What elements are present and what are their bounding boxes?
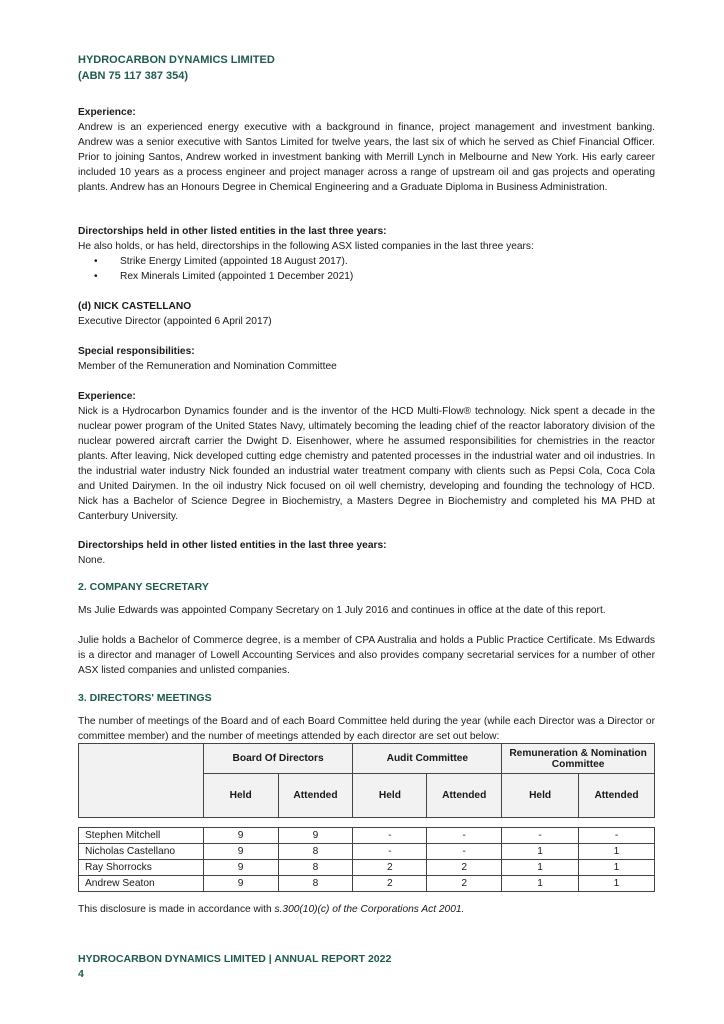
footer-title: HYDROCARBON DYNAMICS LIMITED | ANNUAL REPORT 2022 — [78, 953, 392, 965]
director-name: Ray Shorrocks — [79, 860, 204, 876]
meetings-intro: The number of meetings of the Board and of each Board Committee held during the year (while each Director was a Director or committee member) and the number of meetings attended by each director are set out below: — [78, 716, 655, 742]
table-cell: 2 — [427, 860, 502, 876]
group-audit: Audit Committee — [353, 744, 502, 774]
andrew-directorships-label: Directorships held in other listed entities in the last three years: — [78, 226, 387, 237]
group-board: Board Of Directors — [203, 744, 353, 774]
table-cell: - — [427, 844, 502, 860]
table-cell: - — [502, 828, 579, 844]
nick-directorships-label: Directorships held in other listed entities in the last three years: — [78, 540, 387, 551]
table-spacer — [79, 818, 655, 828]
table-cell: 1 — [502, 876, 579, 892]
table-cell: 2 — [427, 876, 502, 892]
meetings-table — [78, 743, 655, 892]
table-cell: 2 — [353, 860, 427, 876]
table-cell: 8 — [278, 876, 353, 892]
list-item: • Strike Energy Limited (appointed 18 August 2017). — [78, 254, 655, 269]
table-corner-cell — [79, 744, 204, 818]
page-number: 4 — [78, 968, 84, 980]
table-cell: 1 — [579, 860, 655, 876]
subheader-attended: Attended — [579, 774, 655, 818]
subheader-held: Held — [353, 774, 427, 818]
director-name: Stephen Mitchell — [79, 828, 204, 844]
nick-heading: (d) NICK CASTELLANO — [78, 301, 192, 312]
list-item: • Rex Minerals Limited (appointed 1 December 2021) — [78, 269, 655, 284]
disclosure-citation: s.300(10)(c) of the Corporations Act 2001. — [274, 904, 465, 915]
director-name: Nicholas Castellano — [79, 844, 204, 860]
andrew-directorships-section — [78, 224, 655, 284]
nick-role: Executive Director (appointed 6 April 2017) — [78, 316, 272, 327]
andrew-experience-label: Experience: — [78, 107, 136, 118]
nick-experience-section — [78, 389, 655, 524]
company-secretary-section — [78, 580, 655, 678]
table-cell: 1 — [579, 876, 655, 892]
table-cell: 1 — [502, 860, 579, 876]
nick-directorships-text: None. — [78, 555, 106, 566]
table-cell: 9 — [278, 828, 353, 844]
nick-experience-label: Experience: — [78, 391, 136, 402]
meetings-heading: 3. DIRECTORS' MEETINGS — [78, 692, 212, 704]
company-abn: (ABN 75 117 387 354) — [78, 70, 189, 82]
nick-experience-text: Nick is a Hydrocarbon Dynamics founder and is the inventor of the HCD Multi-Flow® technology. Nick spent a decade in the nuclear power program of the United States Navy, ultimately becoming the leading chief of the reactor laboratory division of the nuclear powered aircraft carrier the Dwight D. Eisenhower, where he assumed responsibilities for chemistries in the reactor plants. After leaving, Nick developed cutting edge chemistry and patented processes in the industrial water and oil industries. In the industrial water industry Nick founded an industrial water treatment company with clients such as Pepsi Cola, Coca Cola and United Dairymen. In the oil industry Nick focused on oil well chemistry, developing and founding the technology of HCD. Nick has a Bachelor of Science Degree in Biochemistry, a Masters Degree in Biochemistry and completed his MA PHD at Canterbury University. — [78, 406, 655, 522]
director-name: Andrew Seaton — [79, 876, 204, 892]
table-row — [79, 860, 655, 876]
table-cell: 1 — [502, 844, 579, 860]
subheader-attended: Attended — [427, 774, 502, 818]
table-row — [79, 828, 655, 844]
nick-directorships-section — [78, 538, 655, 568]
table-cell: 9 — [203, 828, 278, 844]
subheader-held: Held — [502, 774, 579, 818]
table-group-header-row — [79, 744, 655, 774]
company-name: HYDROCARBON DYNAMICS LIMITED — [78, 54, 275, 66]
secretary-para-1: Ms Julie Edwards was appointed Company Secretary on 1 July 2016 and continues in office at the date of this report. — [78, 605, 606, 616]
secretary-para-2: Julie holds a Bachelor of Commerce degree, is a member of CPA Australia and holds a Public Practice Certificate. Ms Edwards is a director and manager of Lowell Accounting Services and also provides company secretarial services for a number of other ASX listed companies and unlisted companies. — [78, 635, 655, 676]
disclosure — [78, 902, 655, 917]
andrew-experience-section — [78, 105, 655, 195]
nick-special-section — [78, 344, 655, 374]
andrew-directorships-intro: He also holds, or has held, directorships in the following ASX listed companies in the last three years: — [78, 241, 534, 252]
andrew-directorships-list — [78, 254, 655, 284]
secretary-heading: 2. COMPANY SECRETARY — [78, 581, 209, 593]
disclosure-prefix: This disclosure is made in accordance with — [78, 904, 275, 915]
table-cell: 9 — [203, 860, 278, 876]
table-cell: - — [427, 828, 502, 844]
nick-special-label: Special responsibilities: — [78, 346, 195, 357]
group-remuneration: Remuneration & Nomination Committee — [502, 744, 655, 774]
table-cell: 1 — [579, 844, 655, 860]
table-row — [79, 876, 655, 892]
directors-meetings-section — [78, 691, 655, 744]
table-cell: - — [353, 828, 427, 844]
nick-special-text: Member of the Remuneration and Nomination Committee — [78, 361, 337, 372]
andrew-experience-text: Andrew is an experienced energy executive with a background in finance, project management and investment banking. Andrew was a senior executive with Santos Limited for twelve years, the last six of which he served as Chief Financial Officer. Prior to joining Santos, Andrew worked in investment banking with Merrill Lynch in Melbourne and New York. His early career included 10 years as a process engineer and project manager across a range of upstream oil and gas projects and operating plants. Andrew has an Honours Degree in Chemical Engineering and a Graduate Diploma in Business Administration. — [78, 122, 655, 193]
table-cell: 8 — [278, 844, 353, 860]
page-header — [78, 52, 275, 84]
subheader-attended: Attended — [278, 774, 353, 818]
table-cell: 2 — [353, 876, 427, 892]
table-cell: 8 — [278, 860, 353, 876]
table-cell: 9 — [203, 876, 278, 892]
table-cell: - — [353, 844, 427, 860]
nick-heading-section — [78, 299, 655, 329]
table-cell: 9 — [203, 844, 278, 860]
page-footer — [78, 952, 391, 982]
subheader-held: Held — [203, 774, 278, 818]
table-row — [79, 844, 655, 860]
table-cell: - — [579, 828, 655, 844]
